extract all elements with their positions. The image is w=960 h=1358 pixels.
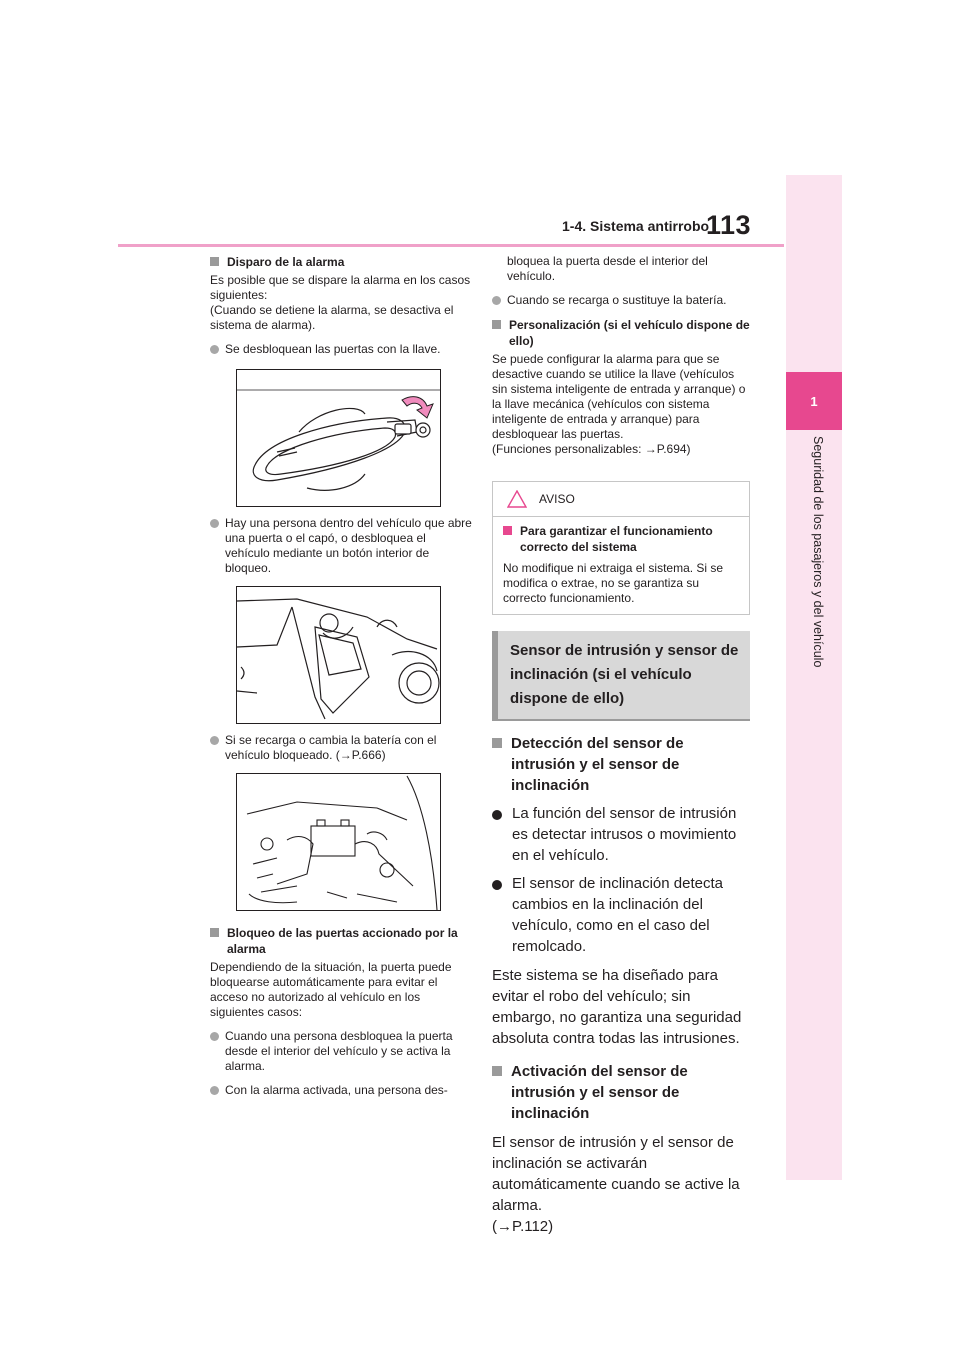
bullet-text: Si se recarga o cambia la batería con el vehículo bloqueado. (→P.666) [225,733,437,762]
square-bullet-icon [492,738,502,748]
bullet-dot-icon [210,1032,219,1041]
bullet-keys [210,342,472,357]
bullet-text: Hay una persona dentro del vehículo que abre una puerta o el capó, o desbloquea el vehículo mediante un botón interior de bloqueo. [225,516,472,575]
warning-text: No modifique ni extraiga el sistema. Si se modifica o extrae, no se garantiza su correcto funcionamiento. [503,561,724,605]
right-column [492,254,750,1237]
activation-heading-text: Activación del sensor de intrusión y el sensor de inclinación [511,1063,688,1122]
warning-triangle-icon [507,490,527,508]
door-handle-key-drawing [237,370,440,506]
bullet-alarm-activated [210,1083,472,1098]
warning-title [503,523,739,555]
lock-text: Dependiendo de la situación, la puerta puede bloquearse automáticamente para evitar el acceso no autorizado al vehículo en los siguientes casos: [210,960,452,1019]
engine-bay-drawing [237,774,440,910]
page-number: 113 [706,210,752,240]
alarm-heading-text: Disparo de la alarma [227,255,345,269]
continued-text: bloquea la puerta desde el interior del vehículo. [507,254,708,283]
detection-heading-text: Detección del sensor de intrusión y el sensor de inclinación [511,735,684,794]
bullet-text: El sensor de inclinación detecta cambios en la inclinación del vehículo, como en el caso del remolcado. [512,875,723,955]
bullet-person-inside [210,516,472,576]
sensor-section-title: Sensor de intrusión y sensor de inclinación (si el vehículo dispone de ello) [510,642,739,707]
bullet-dot-icon [210,345,219,354]
bullet-recharge [492,293,750,308]
lock-heading-text: Bloqueo de las puertas accionado por la alarma [227,926,458,956]
left-column [210,254,472,1098]
alarm-heading [210,254,472,270]
person-opening-door-illustration [236,586,441,724]
detection-bullet-intrusion [492,803,750,866]
activation-heading [492,1061,750,1124]
chapter-tab-number: 1 [810,393,818,409]
bullet-dot-icon [210,736,219,745]
chapter-tab[interactable] [786,372,842,430]
custom-text: Se puede configurar la alarma para que se desactive cuando se utilice la llave (vehículos sin sistema inteligente de entrada y arranque) o la llave mecánica (vehículos con sistema inteligente de entrada y arranque) para desbloquear las puertas. [492,352,746,441]
bullet-dot-icon [492,296,501,305]
custom-heading [492,317,750,349]
bullet-unlock-inside [210,1029,472,1074]
bullet-dot-icon [492,810,502,820]
battery-replacement-illustration [236,773,441,911]
sensor-section-heading [492,631,750,721]
bullet-text: Con la alarma activada, una persona des- [225,1083,448,1097]
square-bullet-icon [503,526,512,535]
warning-box [492,481,750,615]
bullet-text: La función del sensor de intrusión es detectar intrusos o movimiento en el vehículo. [512,805,737,864]
lock-heading [210,925,472,957]
bullet-text: Cuando se recarga o sustituye la batería. [507,293,727,307]
header-rule [118,244,784,247]
car-door-drawing [237,587,440,723]
bullet-dot-icon [210,1086,219,1095]
activation-text: El sensor de intrusión y el sensor de inclinación se activarán automáticamente cuando se active la alarma. [492,1134,740,1214]
bullet-dot-icon [210,519,219,528]
detection-heading [492,733,750,796]
chapter-title: Seguridad de los pasajeros y del vehículo [811,436,825,668]
detection-text: Este sistema se ha diseñado para evitar el robo del vehículo; sin embargo, no garantiza una seguridad absoluta contra todas las intrusiones. [492,967,742,1047]
warning-title-text: Para garantizar el funcionamiento correcto del sistema [520,524,713,554]
warning-divider [493,516,749,517]
square-bullet-icon [492,1066,502,1076]
bullet-battery [210,733,472,763]
activation-ref: (→P.112) [492,1218,554,1235]
custom-ref: (Funciones personalizables: →P.694) [492,442,691,456]
square-bullet-icon [210,257,219,266]
bullet-text: Se desbloquean las puertas con la llave. [225,342,441,356]
warning-header [507,490,739,508]
bullet-dot-icon [492,880,502,890]
bullet-text: Cuando una persona desbloquea la puerta desde el interior del vehículo y se activa la alarma. [225,1029,453,1073]
square-bullet-icon [210,928,219,937]
alarm-text: Es posible que se dispare la alarma en los casos siguientes: [210,273,471,302]
custom-heading-text: Personalización (si el vehículo dispone de ello) [509,318,750,348]
detection-bullet-tilt [492,873,750,957]
warning-label: AVISO [539,492,575,506]
alarm-note: (Cuando se detiene la alarma, se desactiva el sistema de alarma). [210,303,454,332]
section-title: 1-4. Sistema antirrobo [562,218,710,234]
square-bullet-icon [492,320,501,329]
door-handle-key-illustration [236,369,441,507]
